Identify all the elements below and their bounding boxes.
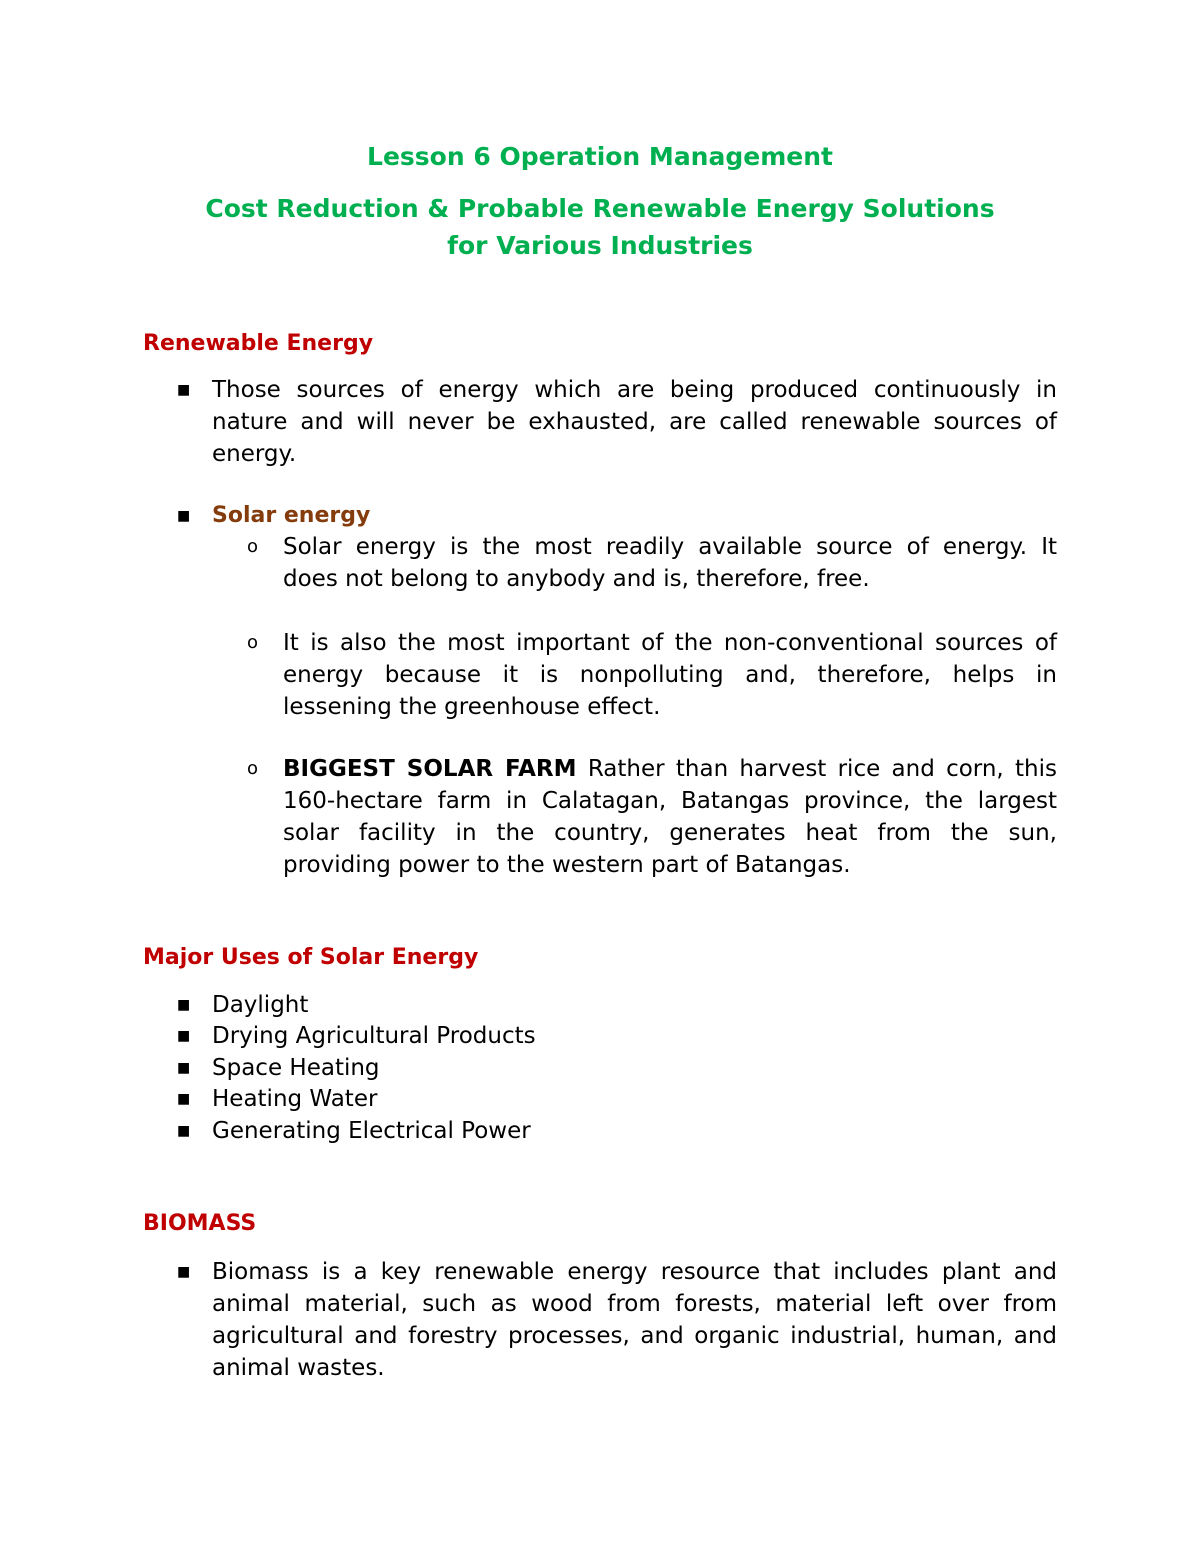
solar-energy-subheading: Solar energy [212, 503, 371, 528]
page-subtitle-line-1: Cost Reduction & Probable Renewable Energy Solutions [205, 194, 995, 223]
list-item: Drying Agricultural Products [212, 1023, 536, 1049]
list-item: Generating Electrical Power [212, 1118, 531, 1144]
text-line: agricultural and forestry processes, and organic industrial, human, and [212, 1323, 1057, 1349]
square-bullet-icon: ■ [177, 1060, 191, 1076]
biomass-heading: BIOMASS [143, 1211, 257, 1236]
text-line: Biomass is a key renewable energy resource that includes plant and [212, 1259, 1057, 1285]
list-item: Heating Water [212, 1086, 378, 1112]
renewable-definition [212, 374, 1057, 470]
text-line: solar facility in the country, generates heat from the sun, [283, 820, 1057, 846]
text-line: Those sources of energy which are being produced continuously in [212, 377, 1057, 403]
text-line: energy because it is nonpolluting and, therefore, helps in [283, 662, 1057, 688]
page-subtitle-line-2: for Various Industries [447, 231, 753, 260]
solar-point-1 [283, 531, 1057, 595]
square-bullet-icon: ■ [177, 1028, 191, 1044]
biomass-definition [212, 1256, 1057, 1384]
square-bullet-icon: ■ [177, 1123, 191, 1139]
text-line: lessening the greenhouse effect. [283, 694, 661, 720]
square-bullet-icon: ■ [177, 1264, 191, 1280]
text-line: nature and will never be exhausted, are called renewable sources of [212, 409, 1057, 435]
text-line: Solar energy is the most readily available source of energy. It [283, 534, 1057, 560]
circle-bullet-icon: o [247, 632, 259, 653]
square-bullet-icon: ■ [177, 508, 191, 524]
square-bullet-icon: ■ [177, 1091, 191, 1107]
text-line: providing power to the western part of Batangas. [283, 852, 851, 878]
text-line: does not belong to anybody and is, therefore, free. [283, 566, 870, 592]
list-item: Daylight [212, 992, 309, 1018]
square-bullet-icon: ■ [177, 382, 191, 398]
text-line: animal material, such as wood from forests, material left over from [212, 1291, 1057, 1317]
farm-text: Rather than harvest rice and corn, this [587, 756, 1057, 782]
solar-point-2 [283, 627, 1057, 723]
major-uses-heading: Major Uses of Solar Energy [143, 945, 479, 970]
text-line: energy. [212, 441, 297, 467]
page-title: Lesson 6 Operation Management [367, 142, 833, 171]
circle-bullet-icon: o [247, 758, 259, 779]
text-line [283, 753, 1057, 785]
text-line: It is also the most important of the non-conventional sources of [283, 630, 1057, 656]
list-item: Space Heating [212, 1055, 380, 1081]
farm-bold-label: BIGGEST SOLAR FARM [283, 756, 577, 782]
circle-bullet-icon: o [247, 536, 259, 557]
renewable-energy-heading: Renewable Energy [143, 331, 374, 356]
text-line: animal wastes. [212, 1355, 385, 1381]
solar-farm-point [283, 753, 1057, 881]
text-line: 160-hectare farm in Calatagan, Batangas province, the largest [283, 788, 1057, 814]
square-bullet-icon: ■ [177, 997, 191, 1013]
